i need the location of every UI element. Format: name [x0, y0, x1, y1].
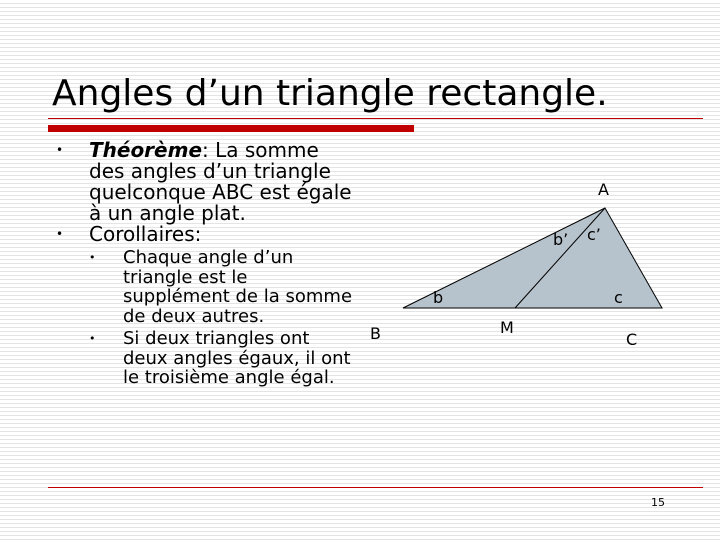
bullet-dot: • [89, 332, 96, 345]
theorem-label: Théorème [89, 138, 203, 162]
label-angle-c-prime: c’ [587, 225, 601, 244]
bullet-dot: • [56, 227, 64, 241]
label-angle-c: c [614, 288, 623, 307]
label-m: M [500, 318, 514, 337]
slide-title: Angles d’un triangle rectangle. [52, 73, 608, 114]
label-angle-b-prime: b’ [553, 230, 569, 249]
corollary-2-text: Si deux triangles ont deux angles égaux, il ont le troisième angle égal. [123, 328, 351, 388]
label-b-vertex: B [370, 324, 381, 343]
corollaries-label: Corollaires: [89, 222, 202, 246]
footer-rule [48, 487, 703, 488]
page-number: 15 [651, 496, 665, 509]
label-c-vertex: C [626, 330, 638, 349]
theorem-statement: : La somme des angles d’un triangle quelconque ABC est égale à un angle plat. [89, 138, 352, 225]
bullet-dot: • [56, 143, 64, 157]
label-angle-b: b [433, 288, 444, 307]
label-a: A [598, 180, 609, 199]
bullet-dot: • [89, 251, 96, 264]
corollary-1-text: Chaque angle d’un triangle est le supplément de la somme de deux autres. [123, 247, 353, 327]
